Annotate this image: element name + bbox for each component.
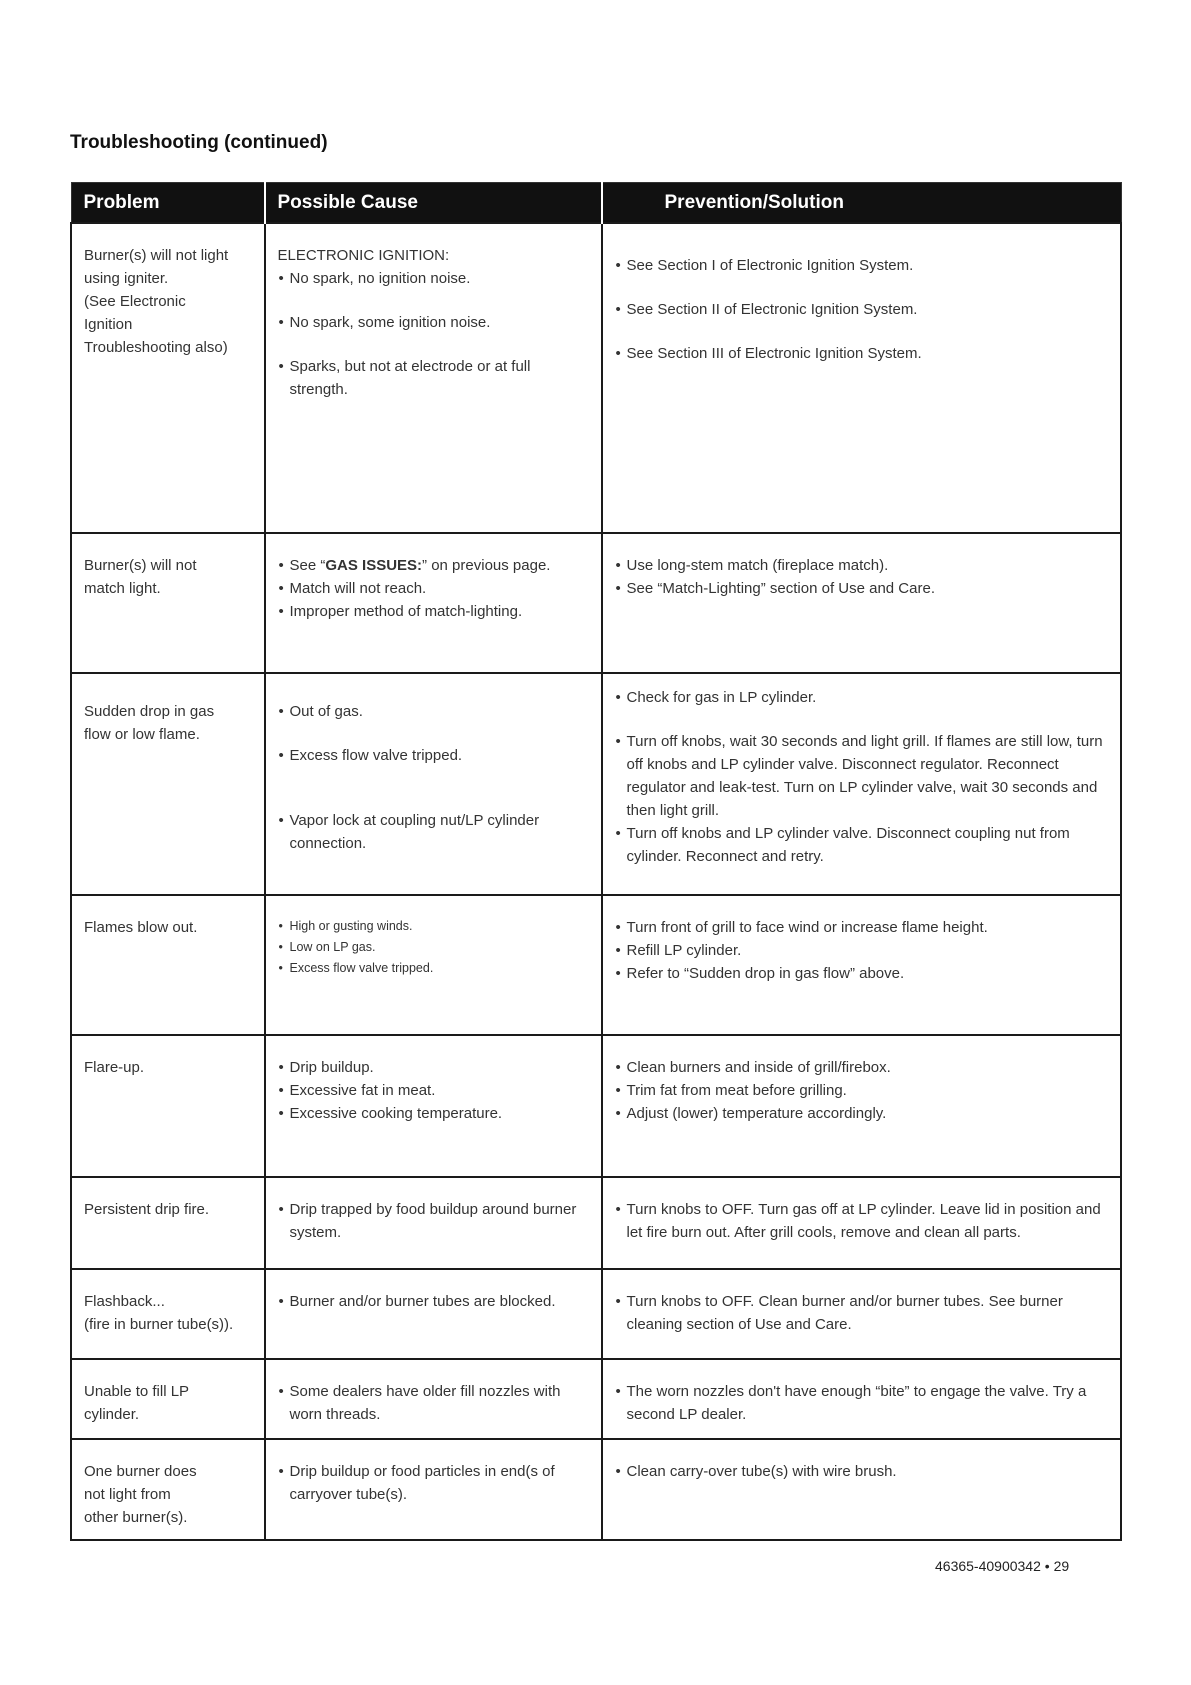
solution-cell [602, 673, 1122, 895]
table-row [71, 1439, 1121, 1540]
cause-cell [265, 895, 602, 1035]
solution-item: • The worn nozzles don't have enough “bite” to engage the valve. Try a second LP dealer. [615, 1380, 1109, 1426]
solution-item: • See “Match-Lighting” section of Use and Care. [615, 577, 1109, 600]
cause-item: • Drip buildup. [278, 1056, 589, 1079]
problem-cell [71, 895, 265, 1035]
problem-text: using igniter. [84, 270, 169, 287]
problem-text: other burner(s). [84, 1509, 188, 1526]
cause-cell [265, 223, 602, 533]
solution-cell [602, 895, 1122, 1035]
solution-cell [602, 223, 1122, 533]
cause-cell [265, 1439, 602, 1540]
cause-cell [265, 1359, 602, 1439]
solution-item: • See Section I of Electronic Ignition System. [615, 254, 1109, 277]
cause-item: • No spark, some ignition noise. [278, 311, 589, 334]
problem-cell [71, 1439, 265, 1540]
solution-cell [602, 533, 1122, 673]
solution-item: • See Section II of Electronic Ignition System. [615, 298, 1109, 321]
gas-issues-reference: GAS ISSUES: [325, 557, 423, 574]
table-row [71, 223, 1121, 533]
cause-item: • No spark, no ignition noise. [278, 267, 589, 290]
table-row [71, 673, 1121, 895]
problem-text: Persistent drip fire. [84, 1201, 210, 1218]
cause-item: • Match will not reach. [278, 577, 589, 600]
problem-text: cylinder. [84, 1406, 140, 1423]
page-footer: 46365-40900342 • 29 [935, 1558, 1070, 1574]
cause-item: • Sparks, but not at electrode or at full strength. [278, 355, 589, 401]
cause-item: • Burner and/or burner tubes are blocked. [278, 1290, 589, 1313]
table-row [71, 895, 1121, 1035]
table-row [71, 1035, 1121, 1177]
troubleshooting-table [70, 182, 1122, 1541]
solution-item: • Check for gas in LP cylinder. [615, 686, 1109, 709]
solution-item: • Refer to “Sudden drop in gas flow” above. [615, 962, 1109, 985]
problem-cell [71, 1035, 265, 1177]
problem-cell [71, 1269, 265, 1359]
header-prevention-solution: Prevention/Solution [602, 183, 1122, 224]
problem-text: Flashback... [84, 1293, 165, 1310]
problem-text: Ignition [84, 316, 133, 333]
problem-cell [71, 533, 265, 673]
problem-text: flow or low flame. [84, 726, 200, 743]
table-row [71, 1177, 1121, 1269]
problem-text: One burner does [84, 1463, 197, 1480]
problem-cell [71, 223, 265, 533]
table-header-row [71, 183, 1121, 224]
cause-cell [265, 673, 602, 895]
table-row [71, 1269, 1121, 1359]
cause-heading: ELECTRONIC IGNITION: [277, 247, 450, 264]
cause-item: • Some dealers have older fill nozzles with worn threads. [278, 1380, 589, 1426]
solution-item: • Turn knobs to OFF. Turn gas off at LP cylinder. Leave lid in position and let fire burn out. After grill cools, remove and clean all parts. [615, 1198, 1109, 1244]
cause-item: • Drip buildup or food particles in end(s of carryover tube(s). [278, 1460, 589, 1506]
cause-item: • Excess flow valve tripped. [278, 744, 589, 767]
solution-cell [602, 1359, 1122, 1439]
solution-item: • See Section III of Electronic Ignition System. [615, 342, 1109, 365]
problem-text: match light. [84, 580, 161, 597]
problem-text: Flames blow out. [84, 919, 198, 936]
cause-item: • Drip trapped by food buildup around burner system. [278, 1198, 589, 1244]
solution-item: • Clean carry-over tube(s) with wire brush. [615, 1460, 1109, 1483]
table-row [71, 1359, 1121, 1439]
solution-item: • Trim fat from meat before grilling. [615, 1079, 1109, 1102]
solution-item: • Turn off knobs and LP cylinder valve. Disconnect coupling nut from cylinder. Reconnect and retry. [615, 822, 1109, 868]
solution-cell [602, 1035, 1122, 1177]
problem-text: Burner(s) will not light [84, 247, 229, 264]
cause-item: • Improper method of match-lighting. [278, 600, 589, 623]
problem-cell [71, 673, 265, 895]
header-possible-cause: Possible Cause [265, 183, 602, 224]
problem-text: not light from [84, 1486, 171, 1503]
cause-item [278, 554, 589, 577]
cause-text: ” on previous page. [422, 557, 551, 574]
cause-cell [265, 1177, 602, 1269]
problem-text: Troubleshooting also) [84, 339, 228, 356]
problem-text: Unable to fill LP [84, 1383, 190, 1400]
problem-text: Sudden drop in gas [84, 703, 215, 720]
cause-item: • Excessive fat in meat. [278, 1079, 589, 1102]
cause-item: • Vapor lock at coupling nut/LP cylinder connection. [278, 809, 589, 855]
cause-item: • Out of gas. [278, 700, 589, 723]
cause-item: • Low on LP gas. [278, 937, 589, 958]
solution-item: • Turn knobs to OFF. Clean burner and/or burner tubes. See burner cleaning section of Use and Care. [615, 1290, 1109, 1336]
solution-cell [602, 1439, 1122, 1540]
solution-item: • Clean burners and inside of grill/firebox. [615, 1056, 1109, 1079]
problem-text: Burner(s) will not [84, 557, 197, 574]
cause-cell [265, 533, 602, 673]
cause-text: See “ [289, 557, 326, 574]
solution-item: • Use long-stem match (fireplace match). [615, 554, 1109, 577]
table-row [71, 533, 1121, 673]
problem-cell [71, 1177, 265, 1269]
problem-text: Flare-up. [84, 1059, 145, 1076]
problem-cell [71, 1359, 265, 1439]
cause-cell [265, 1035, 602, 1177]
solution-cell [602, 1269, 1122, 1359]
header-problem: Problem [71, 183, 265, 224]
cause-cell [265, 1269, 602, 1359]
cause-item: • High or gusting winds. [278, 916, 589, 937]
page-title: Troubleshooting (continued) [70, 132, 328, 153]
problem-text: (See Electronic [84, 293, 186, 310]
solution-item: • Refill LP cylinder. [615, 939, 1109, 962]
solution-item: • Adjust (lower) temperature accordingly. [615, 1102, 1109, 1125]
solution-cell [602, 1177, 1122, 1269]
solution-item: • Turn front of grill to face wind or increase flame height. [615, 916, 1109, 939]
problem-text: (fire in burner tube(s)). [84, 1316, 234, 1333]
cause-item: • Excess flow valve tripped. [278, 958, 589, 979]
solution-item: • Turn off knobs, wait 30 seconds and light grill. If flames are still low, turn off knobs and LP cylinder valve. Disconnect regulator. Reconnect regulator and leak-test. Turn on LP cylinder valve, wait 30 seconds and then light grill. [615, 730, 1109, 822]
cause-item: • Excessive cooking temperature. [278, 1102, 589, 1125]
